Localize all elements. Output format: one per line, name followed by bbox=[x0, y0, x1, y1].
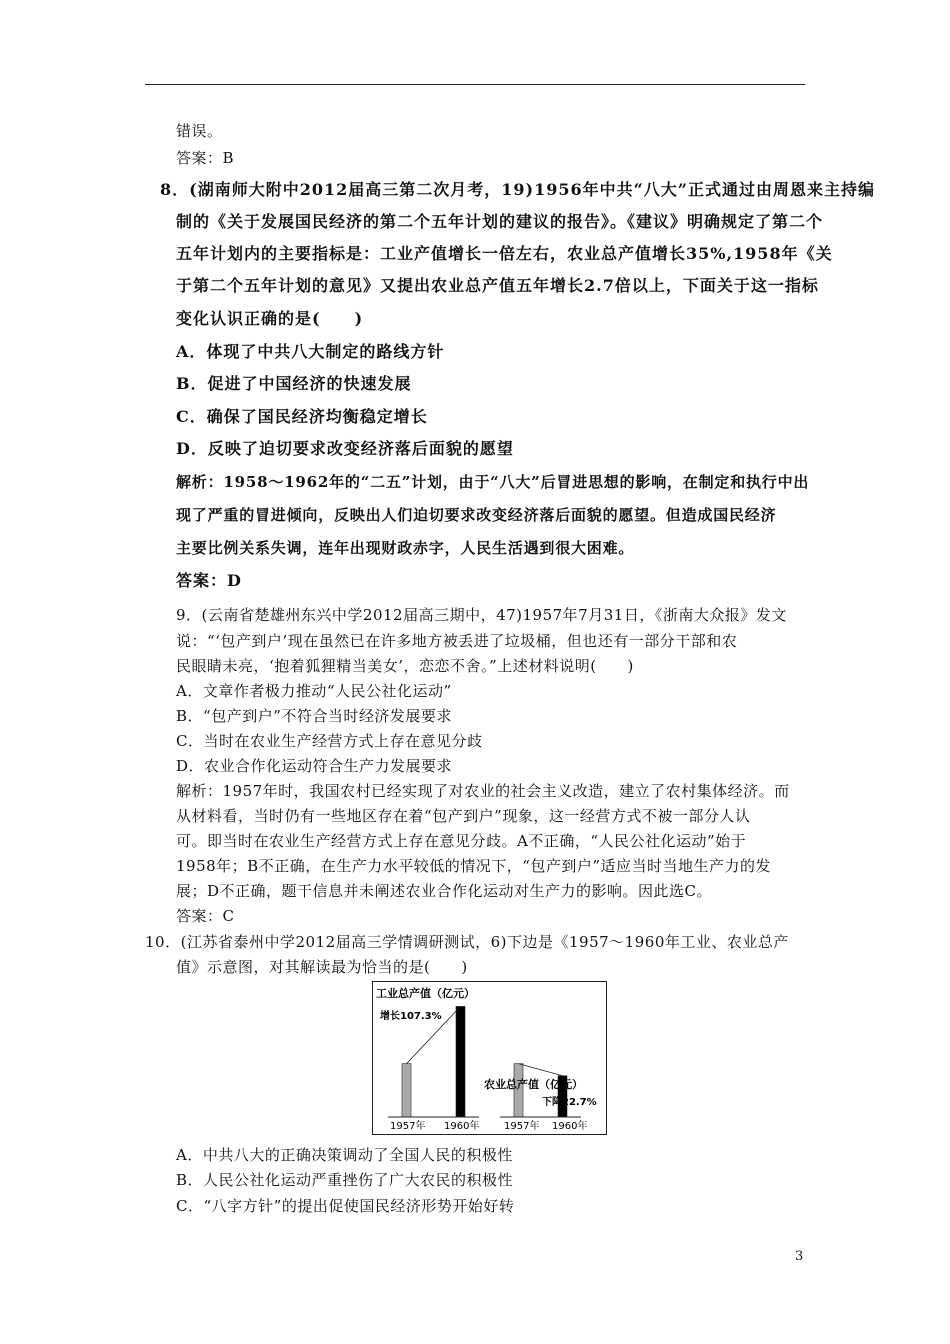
question-10-line: 值》示意图，对其解读最为恰当的是( ) bbox=[176, 958, 468, 976]
agriculture-change-label: 下降22.7% bbox=[542, 1097, 597, 1108]
answer-line: 答案：C bbox=[176, 907, 235, 925]
analysis-line: 1958年；B不正确，在生产力水平较低的情况下，“包产到户”适应当时当地生产力的发 bbox=[176, 857, 772, 875]
industry-year-1957: 1957年 bbox=[390, 1121, 426, 1132]
text-line: 错误。 bbox=[176, 122, 223, 140]
analysis-line: 解析：1958～1962年的“二五”计划，由于“八大”后冒进思想的影响，在制定和执行中出 bbox=[176, 473, 810, 491]
option-line: B．促进了中国经济的快速发展 bbox=[176, 374, 412, 393]
option-line: C．确保了国民经济均衡稳定增长 bbox=[176, 407, 428, 426]
question-8-line: 8．(湖南师大附中2012届高三第二次月考，19)1956年中共“八大”正式通过由周恩来主持编 bbox=[160, 180, 876, 199]
header-rule bbox=[145, 84, 805, 85]
option-line: A．文章作者极力推动“人民公社化运动” bbox=[176, 682, 452, 700]
industry-year-1960: 1960年 bbox=[444, 1121, 480, 1132]
output-value-chart bbox=[372, 981, 608, 1136]
analysis-line: 展；D不正确，题干信息并未阐述农业合作化运动对生产力的影响。因此选C。 bbox=[176, 882, 713, 900]
industry-bar-1960 bbox=[456, 1006, 465, 1117]
industry-bar-1957 bbox=[402, 1064, 411, 1117]
agriculture-year-1957: 1957年 bbox=[504, 1121, 540, 1132]
option-line: B．“包产到户”不符合当时经济发展要求 bbox=[176, 707, 452, 725]
answer-line: 答案：B bbox=[176, 149, 235, 167]
option-line: D．反映了迫切要求改变经济落后面貌的愿望 bbox=[176, 439, 514, 458]
analysis-line: 主要比例关系失调，连年出现财政赤字，人民生活遇到很大困难。 bbox=[176, 539, 635, 557]
option-line: C．“八字方针”的提出促使国民经济形势开始好转 bbox=[176, 1197, 515, 1215]
analysis-line: 现了严重的冒进倾向，反映出人们迫切要求改变经济落后面貌的愿望。但造成国民经济 bbox=[176, 506, 777, 524]
question-8-line: 变化认识正确的是( ) bbox=[176, 309, 364, 328]
page-number: 3 bbox=[795, 1249, 804, 1264]
option-line: A．体现了中共八大制定的路线方针 bbox=[176, 342, 445, 361]
option-line: D．农业合作化运动符合生产力发展要求 bbox=[176, 757, 453, 775]
question-9-line: 9．(云南省楚雄州东兴中学2012届高三期中，47)1957年7月31日，《浙南大众报》发文 bbox=[176, 606, 787, 624]
agriculture-title: 农业总产值（亿元） bbox=[484, 1078, 583, 1091]
question-8-line: 于第二个五年计划的意见》又提出农业总产值五年增长2.7倍以上，下面关于这一指标 bbox=[176, 276, 819, 295]
question-9-line: 民眼睛未亮，‘抱着狐狸精当美女’，恋恋不舍。”上述材料说明( ) bbox=[176, 657, 634, 675]
analysis-line: 从材料看，当时仍有一些地区存在着“包产到户”现象，这一经营方式不被一部分人认 bbox=[176, 807, 751, 825]
analysis-line: 可。即当时在农业生产经营方式上存在意见分歧。A不正确，“人民公社化运动”始于 bbox=[176, 832, 747, 850]
answer-line: 答案：D bbox=[176, 571, 242, 590]
analysis-line: 解析：1957年时，我国农村已经实现了对农业的社会主义改造，建立了农村集体经济。而 bbox=[176, 782, 790, 800]
agriculture-year-1960: 1960年 bbox=[552, 1121, 588, 1132]
question-10-line: 10．(江苏省泰州中学2012届高三学情调研测试，6)下边是《1957～1960年工业、农业总产 bbox=[145, 933, 789, 951]
option-line: C．当时在农业生产经营方式上存在意见分歧 bbox=[176, 732, 483, 750]
option-line: A．中共八大的正确决策调动了全国人民的积极性 bbox=[176, 1146, 513, 1164]
question-9-line: 说：“‘包产到户’现在虽然已在许多地方被丢进了垃圾桶，但也还有一部分干部和农 bbox=[176, 632, 738, 650]
option-line: B．人民公社化运动严重挫伤了广大农民的积极性 bbox=[176, 1171, 514, 1189]
industry-change-label: 增长107.3% bbox=[380, 1011, 442, 1022]
industry-title: 工业总产值（亿元） bbox=[376, 987, 475, 1000]
question-8-line: 制的《关于发展国民经济的第二个五年计划的建议的报告》。《建议》明确规定了第二个 bbox=[176, 212, 824, 231]
question-8-line: 五年计划内的主要指标是：工业产值增长一倍左右，农业总产值增长35%,1958年《关 bbox=[176, 244, 833, 263]
